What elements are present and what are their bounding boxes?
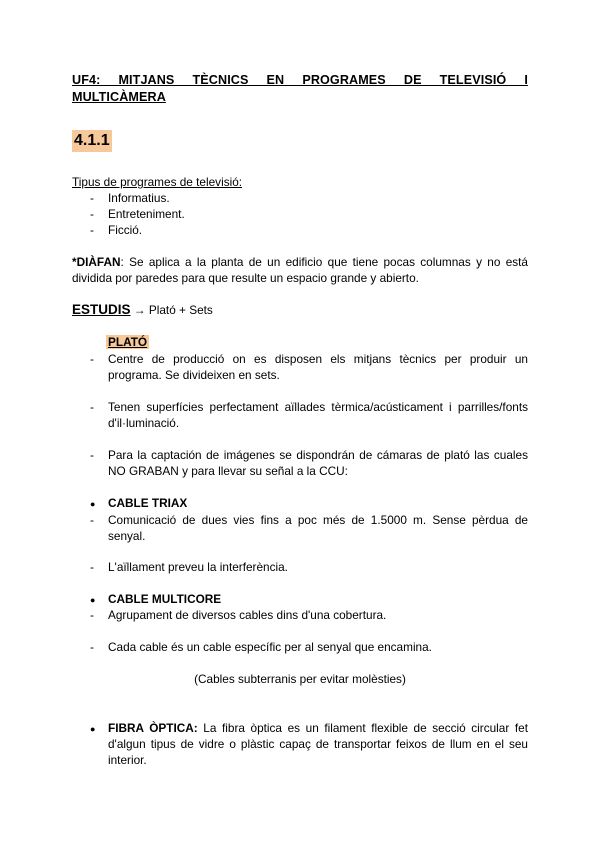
list-item-type-1: Informatius. [108,191,170,205]
plato-item-1: Centre de producció on es disposen els mitjans tècnics per produir un programa. Se divideixen en sets. [108,352,528,382]
list-dash: - [90,207,94,221]
list-dash: - [90,191,94,205]
list-dash: - [90,560,94,574]
list-dash: - [90,223,94,237]
title-line-2: MULTICÀMERA [72,90,166,104]
multicore-heading-text: CABLE MULTICORE [108,592,222,606]
diafan-term: *DIÀFAN [72,255,121,269]
plato-heading-wrap [106,334,149,350]
document-title [72,72,528,106]
list-item-type-3: Ficció. [108,223,143,237]
multicore-item-2: Cada cable és un cable específic per al senyal que encamina. [108,640,432,654]
section-number: 4.1.1 [72,130,112,152]
fibra-paragraph [108,720,528,768]
estudis-heading: ESTUDIS [72,302,131,317]
triax-heading [108,495,528,511]
multicore-heading [108,591,528,607]
cables-note: (Cables subterranis per evitar molèsties) [194,672,406,686]
plato-item-2: Tenen superfícies perfectament aïllades tèrmica/acústicament i parrilles/fonts d'il·luminació. [108,400,528,430]
list-dash: - [90,352,94,366]
list-dash: - [90,640,94,654]
list-dash: - [90,400,94,414]
diafan-paragraph [72,254,528,286]
list-item-type-2: Entreteniment. [108,207,185,221]
bullet-icon: ● [90,499,96,509]
list-dash: - [90,608,94,622]
estudis-arrow-text: → Plató + Sets [130,303,213,317]
types-heading: Tipus de programes de televisió: [72,175,243,189]
list-dash: - [90,513,94,527]
title-line-1: UF4: MITJANS TÈCNICS EN PROGRAMES DE TELEVISIÓ I [72,73,528,87]
estudis-line [72,302,213,318]
bullet-icon: ● [90,595,96,605]
list-dash: - [90,448,94,462]
multicore-item-1: Agrupament de diversos cables dins d'una cobertura. [108,608,387,622]
triax-item-1: Comunicació de dues vies fins a poc més de 1.5000 m. Sense pèrdua de senyal. [108,513,528,543]
triax-item-2: L'aïllament preveu la interferència. [108,560,288,574]
plato-heading: PLATÓ [108,335,148,349]
fibra-heading: FIBRA ÒPTICA: [108,721,198,735]
fibra-text: La fibra òptica es un filament flexible de secció circular fet d'algun tipus de vidre o plàstic capaç de transportar feixos de llum en el seu interior. [108,721,528,767]
bullet-icon: ● [90,724,96,734]
plato-item-3: Para la captación de imágenes se dispondrán de cámaras de plató las cuales NO GRABAN y para llevar su señal a la CCU: [108,448,528,478]
triax-heading-text: CABLE TRIAX [108,496,188,510]
diafan-text: : Se aplica a la planta de un edificio que tiene pocas columnas y no está dividida por paredes para que resulte un espacio grande y abierto. [72,255,528,285]
